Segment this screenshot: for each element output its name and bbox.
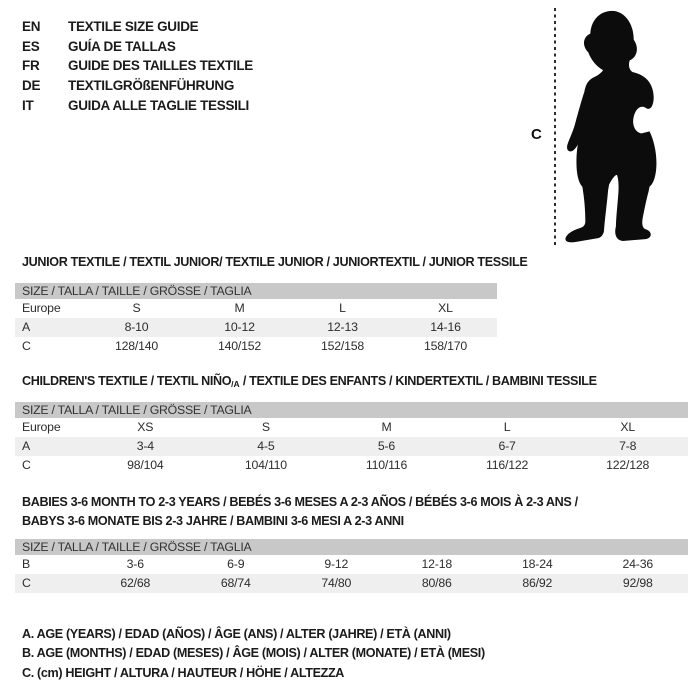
language-label: GUIDE DES TAILLES TEXTILE — [68, 58, 254, 74]
language-code: IT — [22, 97, 34, 113]
height-cell: 86/92 — [522, 576, 553, 590]
age-cell: 14-16 — [430, 320, 461, 334]
height-cell: 116/122 — [486, 458, 529, 472]
height-cell: 74/80 — [321, 576, 352, 590]
language-code: ES — [22, 38, 40, 54]
language-row-it — [22, 96, 253, 116]
age-cell: 7-8 — [619, 439, 637, 453]
height-dotted-line — [554, 8, 556, 246]
age-cell: 5-6 — [377, 439, 396, 453]
size-cell: M — [234, 301, 245, 315]
row-label: Europe — [22, 301, 61, 315]
babies-section-title — [22, 493, 578, 531]
height-cell: 158/170 — [423, 339, 468, 353]
size-header-bar: SIZE / TALLA / TAILLE / GRÖSSE / TAGLIA — [15, 283, 497, 299]
height-cell: 62/68 — [120, 576, 151, 590]
language-label: TEXTILGRÖßENFÜHRUNG — [68, 78, 235, 94]
row-label: C — [22, 458, 31, 472]
size-cell: S — [132, 301, 141, 315]
months-cell: 12-18 — [421, 557, 452, 571]
title-part: / TEXTILE DES ENFANTS / KINDERTEXTIL / BAMBINI TESSILE — [239, 374, 597, 388]
row-label: C — [22, 576, 31, 590]
language-label: GUÍA DE TALLAS — [68, 38, 176, 54]
size-cell: M — [381, 420, 392, 434]
junior-size-table — [15, 283, 497, 356]
title-subscript: /A — [231, 379, 240, 389]
age-cell: 4-5 — [257, 439, 275, 453]
height-cell: 152/158 — [320, 339, 365, 353]
language-label: GUIDA ALLE TAGLIE TESSILI — [68, 97, 249, 113]
height-measure-label: C — [531, 126, 542, 143]
table-row — [15, 337, 497, 356]
language-row-es — [22, 37, 253, 57]
height-cell: 104/110 — [244, 458, 287, 472]
row-label: C — [22, 339, 31, 353]
height-cell: 92/98 — [622, 576, 653, 590]
height-cell: 140/152 — [217, 339, 262, 353]
size-cell: XL — [620, 420, 635, 434]
size-cell: L — [339, 301, 346, 315]
legend-line-b: B. AGE (MONTHS) / EDAD (MESES) / ÂGE (MOIS) / ALTER (MONATE) / ETÀ (MESI) — [22, 646, 485, 661]
height-cell: 122/128 — [606, 458, 650, 472]
table-row — [15, 299, 497, 318]
age-cell: 10-12 — [224, 320, 255, 334]
legend-line-c: C. (cm) HEIGHT / ALTURA / HAUTEUR / HÖHE / ALTEZZA — [22, 665, 345, 680]
language-code: DE — [22, 78, 41, 94]
size-cell: XL — [438, 301, 453, 315]
legend-line-a: A. AGE (YEARS) / EDAD (AÑOS) / ÂGE (ANS) / ALTER (JAHRE) / ETÀ (ANNI) — [22, 627, 451, 641]
months-cell: 18-24 — [522, 557, 553, 571]
months-cell: 24-36 — [622, 557, 653, 571]
months-cell: 6-9 — [227, 557, 245, 571]
row-label: B — [22, 557, 31, 571]
junior-section-title: JUNIOR TEXTILE / TEXTIL JUNIOR/ TEXTILE JUNIOR / JUNIORTEXTIL / JUNIOR TESSILE — [22, 255, 528, 269]
language-row-en — [22, 17, 253, 37]
months-cell: 9-12 — [324, 557, 349, 571]
babies-title-line1: BABIES 3-6 MONTH TO 2-3 YEARS / BEBÉS 3-6 MESES A 2-3 AÑOS / BÉBÉS 3-6 MOIS À 2-3 ANS / — [22, 495, 578, 509]
row-label: A — [22, 439, 31, 453]
size-cell: L — [503, 420, 511, 434]
childrens-section-title — [22, 372, 597, 394]
size-cell: S — [261, 420, 270, 434]
size-cell: XS — [137, 420, 154, 434]
row-label: A — [22, 320, 31, 334]
height-cell: 80/86 — [421, 576, 452, 590]
size-header-bar: SIZE / TALLA / TAILLE / GRÖSSE / TAGLIA — [15, 402, 688, 418]
babies-size-table — [15, 539, 688, 593]
row-label: Europe — [22, 420, 61, 434]
babies-title-line2: BABYS 3-6 MONATE BIS 2-3 JAHRE / BAMBINI 3-6 MESI A 2-3 ANNI — [22, 514, 404, 528]
table-row — [15, 574, 688, 593]
table-row — [15, 418, 688, 437]
table-row — [15, 437, 688, 456]
height-cell: 128/140 — [114, 339, 159, 353]
language-code: FR — [22, 58, 40, 74]
language-title-list — [22, 17, 253, 116]
table-row — [15, 456, 688, 475]
table-row — [15, 318, 497, 337]
language-label: TEXTILE SIZE GUIDE — [68, 19, 199, 34]
childrens-size-table — [15, 402, 688, 475]
height-cell: 98/104 — [127, 458, 164, 472]
months-cell: 3-6 — [126, 557, 144, 571]
legend — [22, 625, 485, 683]
age-cell: 12-13 — [327, 320, 358, 334]
size-header-bar: SIZE / TALLA / TAILLE / GRÖSSE / TAGLIA — [15, 539, 688, 555]
language-row-fr — [22, 56, 253, 76]
height-cell: 68/74 — [220, 576, 251, 590]
title-part: CHILDREN'S TEXTILE / TEXTIL NIÑO — [22, 374, 232, 388]
table-row — [15, 555, 688, 574]
age-cell: 6-7 — [498, 439, 516, 453]
height-cell: 110/116 — [365, 458, 408, 472]
language-row-de — [22, 76, 253, 96]
language-code: EN — [22, 19, 41, 34]
baby-silhouette-icon — [560, 5, 664, 246]
age-cell: 8-10 — [124, 320, 149, 334]
age-cell: 3-4 — [136, 439, 154, 453]
